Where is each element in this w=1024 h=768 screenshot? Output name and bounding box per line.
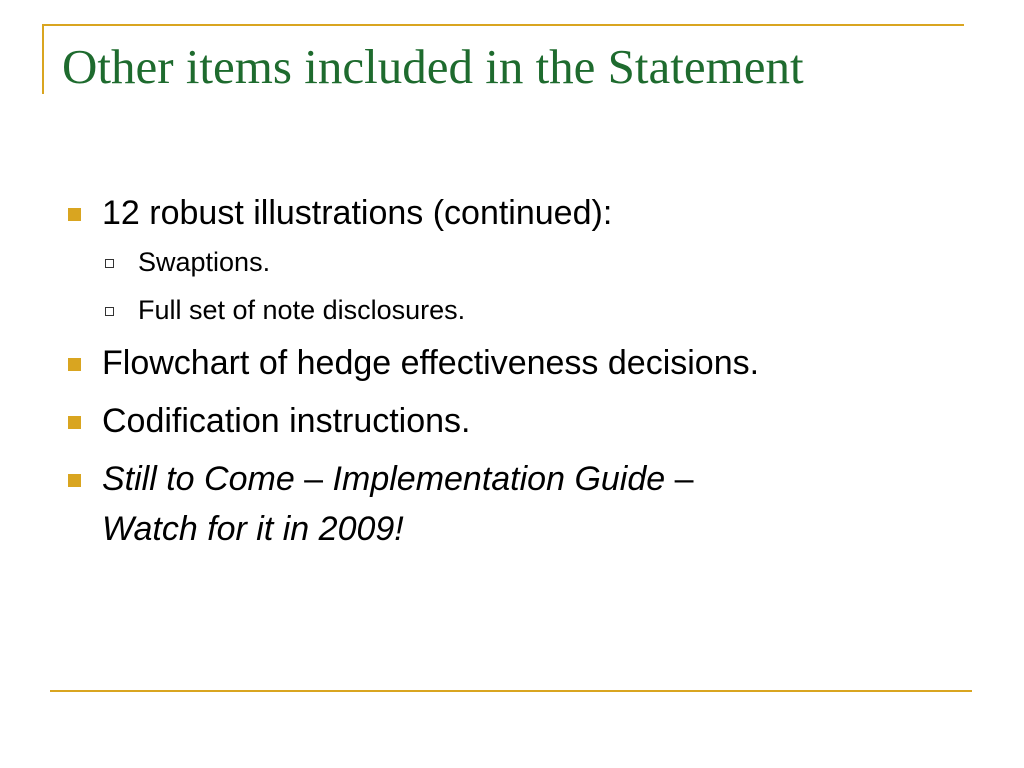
- hollow-square-bullet-icon: [105, 307, 114, 316]
- square-bullet-icon: [68, 208, 81, 221]
- sub-bullet-item: [62, 238, 962, 286]
- slide-title: Other items included in the Statement: [62, 39, 804, 94]
- bullet-item: [62, 396, 962, 446]
- title-frame-left-rule: [42, 24, 44, 94]
- bullet-item: [62, 338, 962, 388]
- bullet-separator: –: [294, 460, 333, 498]
- sub-bullet-text: Full set of note disclosures.: [138, 295, 466, 325]
- title-frame-top-rule: [42, 24, 964, 26]
- bullet-text: Codification instructions.: [102, 402, 471, 440]
- footer-rule: [50, 690, 972, 692]
- bullet-italic-text: Still to Come: [102, 460, 295, 498]
- bullet-item: [62, 454, 962, 554]
- bullet-list: [62, 188, 962, 554]
- bullet-separator: –: [665, 460, 694, 498]
- sub-bullet-item: [62, 286, 962, 334]
- bullet-item: [62, 188, 962, 238]
- bullet-text: Flowchart of hedge effectiveness decisions.: [102, 344, 760, 382]
- square-bullet-icon: [68, 358, 81, 371]
- square-bullet-icon: [68, 474, 81, 487]
- sub-bullet-text: Swaptions.: [138, 247, 271, 277]
- bullet-italic-text: Implementation Guide: [332, 460, 666, 498]
- bullet-text: 12 robust illustrations (continued):: [102, 194, 613, 232]
- hollow-square-bullet-icon: [105, 259, 114, 268]
- square-bullet-icon: [68, 416, 81, 429]
- bullet-italic-text: Watch for it in 2009!: [102, 510, 404, 548]
